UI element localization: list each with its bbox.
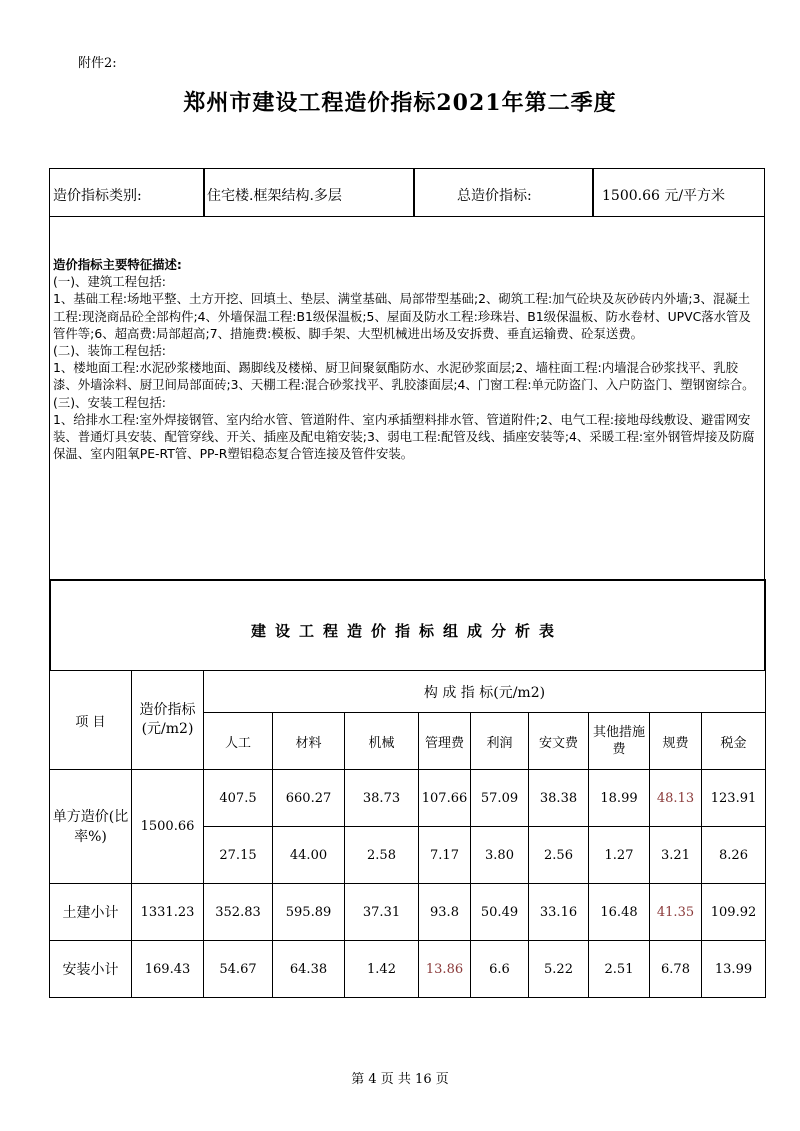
header-management: 管理费 (419, 713, 471, 770)
table-cell: 7.17 (419, 827, 471, 884)
table-cell: 57.09 (471, 770, 529, 827)
table-cell: 93.8 (419, 884, 471, 941)
table-cell: 6.78 (650, 941, 702, 998)
table-cell: 407.5 (204, 770, 273, 827)
page-footer: 第 4 页 共 16 页 (351, 1072, 449, 1087)
table-cell: 595.89 (273, 884, 345, 941)
category-label: 造价指标类别: (53, 188, 142, 204)
table-cell: 13.99 (702, 941, 766, 998)
table-cell: 18.99 (589, 770, 650, 827)
header-safety: 安文费 (529, 713, 589, 770)
table-cell: 660.27 (273, 770, 345, 827)
header-fees: 规费 (650, 713, 702, 770)
row-label: 单方造价(比率%) (50, 770, 132, 884)
header-materials: 材料 (273, 713, 345, 770)
header-profit: 利润 (471, 713, 529, 770)
table-row (50, 884, 766, 941)
divider (49, 216, 765, 217)
table-row (50, 941, 766, 998)
table-cell: 50.49 (471, 884, 529, 941)
table-cell: 38.73 (345, 770, 419, 827)
table-cell: 1.27 (589, 827, 650, 884)
description-line: (一)、建筑工程包括: (53, 274, 166, 290)
description-heading: 造价指标主要特征描述: (53, 257, 182, 272)
table-cell: 3.21 (650, 827, 702, 884)
header-item: 项 目 (50, 671, 132, 770)
description-line: 1、基础工程:场地平整、土方开挖、回填土、垫层、满堂基础、局部带型基础;2、砌筑工程:加气砼块及灰砂砖内外墙;3、混凝土工程:现浇商品砼全部构件;4、外墙保温工程:B1级保温板;5、屋面及防水工程:珍珠岩、B1级保温板、防水卷材、UPVC落水管及管件等;6、超高费:局部超高;7、措施费:模板、脚手架、大型机械进出场及安拆费、垂直运输费、砼泵送费。 (53, 291, 751, 341)
table-cell: 38.38 (529, 770, 589, 827)
table-cell: 44.00 (273, 827, 345, 884)
description-line: 1、给排水工程:室外焊接钢管、室内给水管、管道附件、室内承插塑料排水管、管道附件;2、电气工程:接地母线敷设、避雷网安装、普通灯具安装、配管穿线、开关、插座及配电箱安装;3、弱电工程:配管及线、插座安装等;4、采暖工程:室外钢管焊接及防腐保温、室内阻氧PE-RT管、PP-R塑铝稳态复合管连接及管件安装。 (53, 411, 755, 462)
table-cell: 8.26 (702, 827, 766, 884)
table-cell: 54.67 (204, 941, 273, 998)
attachment-label: 附件2: (78, 56, 117, 71)
divider (592, 168, 594, 216)
table-cell: 1.42 (345, 941, 419, 998)
header-index: 造价指标(元/m2) (132, 671, 204, 770)
header-machinery: 机械 (345, 713, 419, 770)
table-cell: 16.48 (589, 884, 650, 941)
total-value: 1500.66 元/平方米 (602, 188, 726, 204)
table-cell: 27.15 (204, 827, 273, 884)
category-value: 住宅楼.框架结构.多层 (207, 188, 342, 204)
table-row (50, 770, 766, 827)
header-composition: 构 成 指 标(元/m2) (204, 671, 766, 713)
divider (203, 168, 205, 216)
table-cell: 48.13 (650, 770, 702, 827)
row-label: 安装小计 (50, 941, 132, 998)
header-labor: 人工 (204, 713, 273, 770)
divider (413, 168, 415, 216)
description-line: (二)、装饰工程包括: (53, 343, 166, 359)
table-cell: 3.80 (471, 827, 529, 884)
table-cell: 2.56 (529, 827, 589, 884)
analysis-table-title: 建设工程造价指标组成分析表 (250, 622, 563, 640)
row-index: 169.43 (132, 941, 204, 998)
row-index: 1331.23 (132, 884, 204, 941)
analysis-table (49, 670, 766, 998)
table-cell: 5.22 (529, 941, 589, 998)
table-cell: 41.35 (650, 884, 702, 941)
description-line: 1、楼地面工程:水泥砂浆楼地面、踢脚线及楼梯、厨卫间聚氨酯防水、水泥砂浆面层;2、墙柱面工程:内墙混合砂浆找平、乳胶漆、外墙涂料、厨卫间局部面砖;3、天棚工程:混合砂浆找平、乳胶漆面层;4、门窗工程:单元防盗门、入户防盗门、塑钢窗综合。 (53, 360, 755, 393)
table-cell: 109.92 (702, 884, 766, 941)
table-cell: 6.6 (471, 941, 529, 998)
feature-description (53, 256, 759, 462)
table-cell: 2.51 (589, 941, 650, 998)
table-cell: 13.86 (419, 941, 471, 998)
table-cell: 123.91 (702, 770, 766, 827)
total-label: 总造价指标: (457, 188, 532, 204)
row-index: 1500.66 (132, 770, 204, 884)
divider (49, 579, 766, 581)
header-tax: 税金 (702, 713, 766, 770)
description-line: (三)、安装工程包括: (53, 394, 166, 410)
table-cell: 33.16 (529, 884, 589, 941)
table-cell: 107.66 (419, 770, 471, 827)
header-other-measures: 其他措施费 (589, 713, 650, 770)
table-cell: 37.31 (345, 884, 419, 941)
page-title: 郑州市建设工程造价指标2021年第二季度 (183, 90, 617, 116)
table-cell: 2.58 (345, 827, 419, 884)
table-cell: 352.83 (204, 884, 273, 941)
table-cell: 64.38 (273, 941, 345, 998)
row-label: 土建小计 (50, 884, 132, 941)
